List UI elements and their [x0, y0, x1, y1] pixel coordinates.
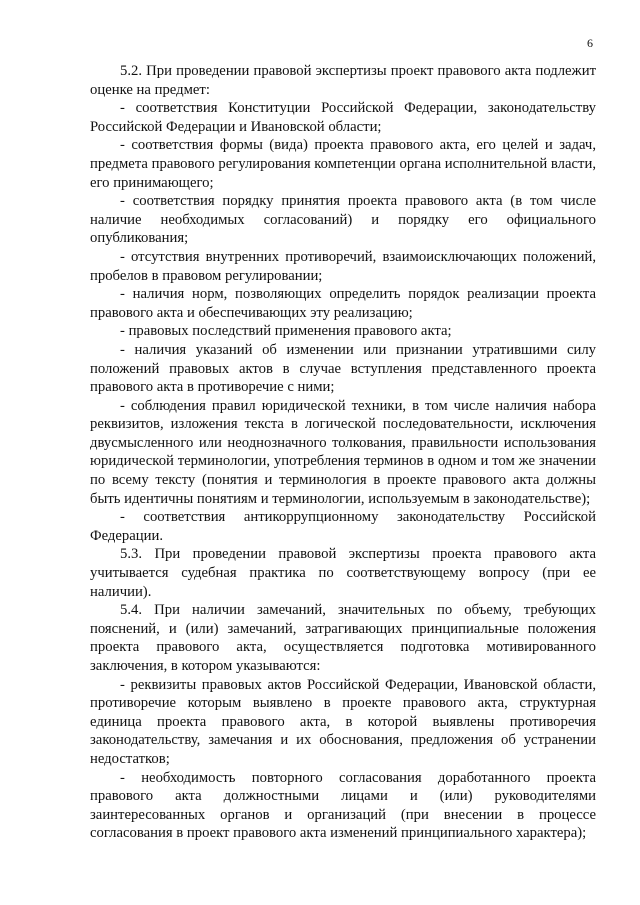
list-item-reapproval: - необходимость повторного согласования доработанного проекта правового акта должностными лицами и (или) руководителями заинтересованных органов и организаций (при внесении в процессе согласования в проект правового акта изменений принципиального характера);: [90, 769, 596, 842]
paragraph-5-2: 5.2. При проведении правовой экспертизы проект правового акта подлежит оценке на предмет:: [90, 63, 596, 98]
list-item-repeal: - наличия указаний об изменении или признании утратившими силу положений правовых актов в случае вступления представленного проекта правового акта в противоречие с ними;: [90, 341, 596, 396]
list-item-adoption-procedure: - соответствия порядку принятия проекта правового акта (в том числе наличие необходимых согласований) и порядку его официального опубликования;: [90, 193, 596, 247]
list-item-requisites: - реквизиты правовых актов Российской Федерации, Ивановской области, противоречие которым выявлено в проекте правового акта, структурная единица проекта правового акта, в которой выявлены противоречия законодательству, замечания и их обоснования, предложения об устранении недостатков;: [90, 676, 596, 767]
list-item-form: - соответствия формы (вида) проекта правового акта, его целей и задач, предмета правового регулирования компетенции органа исполнительной власти, его принимающего;: [90, 137, 596, 191]
list-item-constitution: - соответствия Конституции Российской Федерации, законодательству Российской Федерации и Ивановской области;: [90, 100, 596, 135]
paragraph-5-4: 5.4. При наличии замечаний, значительных по объему, требующих пояснений, и (или) замечаний, затрагивающих принципиальные положения проекта правового акта, осуществляется подготовка мотивированного заключения, в котором указываются:: [90, 602, 596, 674]
list-item-legal-technique: - соблюдения правил юридической техники, в том числе наличия набора реквизитов, изложения текста в логической последовательности, исключения двусмысленного или неоднозначного толкования, правильности использования юридической терминологии, употребления терминов в одном и том же значении по всему тексту (понятия и терминология в проекте правового акта должны быть идентичны понятиям и терминологии, используемым в законодательстве);: [90, 397, 596, 507]
paragraph-5-3: 5.3. При проведении правовой экспертизы проекта правового акта учитывается судебная практика по соответствующему вопросу (при ее наличии).: [90, 546, 596, 600]
page-number: 6: [587, 36, 593, 50]
list-item-contradictions: - отсутствия внутренних противоречий, взаимоисключающих положений, пробелов в правовом регулировании;: [90, 248, 596, 284]
list-item-consequences: - правовых последствий применения правового акта;: [120, 323, 452, 340]
document-body: [90, 62, 596, 843]
list-item-implementation: - наличия норм, позволяющих определить порядок реализации проекта правового акта и обеспечивающих эту реализацию;: [90, 286, 596, 321]
list-item-anticorruption: - соответствия антикоррупционному законодательству Российской Федерации.: [90, 509, 596, 544]
